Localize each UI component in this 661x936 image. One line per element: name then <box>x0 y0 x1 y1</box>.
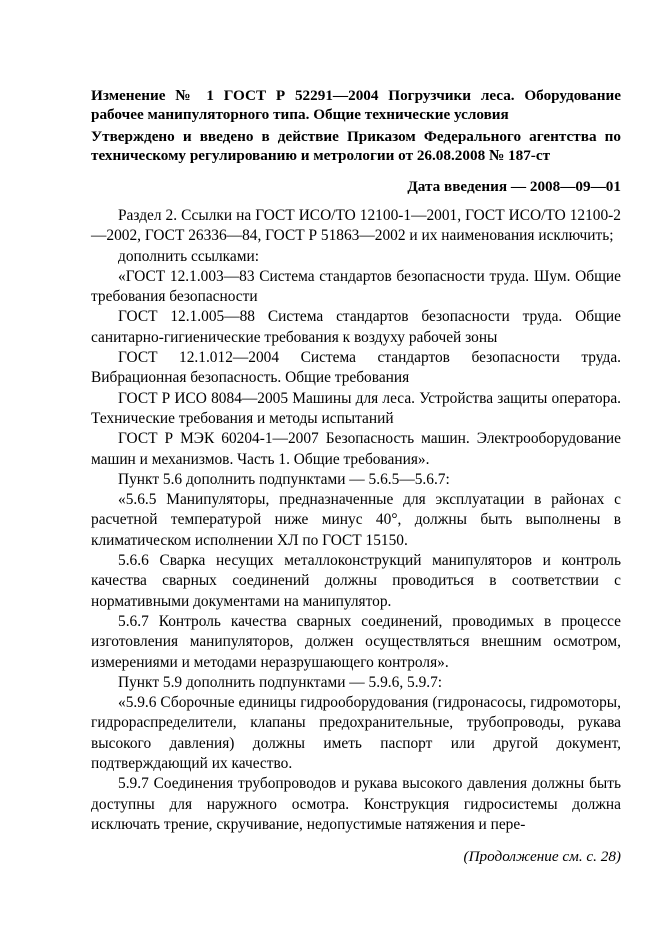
paragraph-clause-5-9-6: «5.9.6 Сборочные единицы гидрооборудования (гидронасосы, гидромоторы, гидрораспределители, клапаны предохранительные, трубопроводы, рукава высокого давления) должны иметь паспорт или другой документ, подтверждающий их качество. <box>91 694 621 773</box>
effective-date: Дата введения — 2008—09—01 <box>407 178 621 195</box>
approval-statement: Утверждено и введено в действие Приказом Федерального агентства по техническому регулированию и метрологии от 26.08.2008 № 187-ст <box>91 128 621 164</box>
paragraph-clause-5-9-7: 5.9.7 Соединения трубопроводов и рукава высокого давления должны быть доступны для наружного осмотра. Конструкция гидросистемы должна исключать трение, скручивание, недопустимые натяжения и пере- <box>91 775 621 833</box>
amendment-title: Изменение № 1 ГОСТ Р 52291—2004 Погрузчики леса. Оборудование рабочее манипуляторного типа. Общие технические условия <box>91 87 621 123</box>
paragraph-section-2-references: Раздел 2. Ссылки на ГОСТ ИСО/ТО 12100-1—2001, ГОСТ ИСО/ТО 12100-2—2002, ГОСТ 26336—84, ГОСТ Р 51863—2002 и их наименования исключить; <box>91 207 621 245</box>
paragraph-clause-5-6-7: 5.6.7 Контроль качества сварных соединений, проводимых в процессе изготовления манипуляторов, должен осуществляться внешним осмотром, измерениями и методами неразрушающего контроля». <box>91 612 621 671</box>
paragraph-ref-gost-12-1-012: ГОСТ 12.1.012—2004 Система стандартов безопасности труда. Вибрационная безопасность. Общие требования <box>91 349 621 387</box>
paragraph-ref-gost-r-iec-60204: ГОСТ Р МЭК 60204-1—2007 Безопасность машин. Электрооборудование машин и механизмов. Часть 1. Общие требования». <box>91 430 621 468</box>
paragraph-clause-5-6: Пункт 5.6 дополнить подпунктами — 5.6.5—5.6.7: <box>118 470 450 488</box>
paragraph-ref-gost-12-1-005: ГОСТ 12.1.005—88 Система стандартов безопасности труда. Общие санитарно-гигиенические требования к воздуху рабочей зоны <box>91 308 621 346</box>
paragraph-clause-5-6-6: 5.6.6 Сварка несущих металлоконструкций манипуляторов и контроль качества сварных соединений должны проводиться в соответствии с нормативными документами на манипулятор. <box>91 552 621 610</box>
amendment-body <box>91 206 621 835</box>
paragraph-clause-5-6-5: «5.6.5 Манипуляторы, предназначенные для эксплуатации в районах с расчетной температурой ниже минус 40°, должны быть выполнены в климатическом исполнении ХЛ по ГОСТ 15150. <box>91 491 621 549</box>
paragraph-ref-gost-12-1-003: «ГОСТ 12.1.003—83 Система стандартов безопасности труда. Шум. Общие требования безопасности <box>91 267 621 306</box>
paragraph-add-references: дополнить ссылками: <box>118 247 260 265</box>
paragraph-clause-5-9: Пункт 5.9 дополнить подпунктами — 5.9.6, 5.9.7: <box>118 673 443 691</box>
continuation-note: (Продолжение см. с. 28) <box>463 848 621 865</box>
paragraph-ref-gost-r-iso-8084: ГОСТ Р ИСО 8084—2005 Машины для леса. Устройства защиты оператора. Технические требования и методы испытаний <box>91 389 621 427</box>
